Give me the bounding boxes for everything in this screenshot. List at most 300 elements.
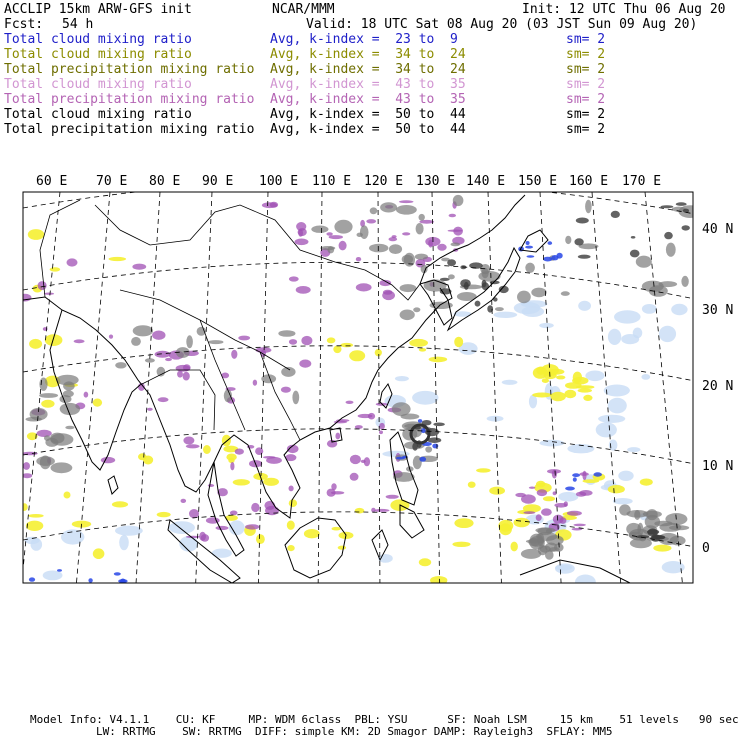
light-blue-cloud [119, 535, 129, 550]
legend-smoothing: sm= 2 [566, 47, 606, 62]
gray-cloud [389, 244, 402, 254]
yellow-cloud [419, 558, 431, 566]
gray-cloud [637, 523, 643, 537]
light-blue-cloud [43, 571, 63, 581]
gray-cloud [380, 202, 397, 212]
legend-stat: Avg, k-index = 50 to 44 [270, 107, 466, 122]
purple-cloud [366, 219, 376, 223]
light-blue-cloud [502, 380, 518, 385]
yellow-cloud [256, 534, 265, 544]
yellow-cloud [340, 343, 353, 347]
gray-cloud [360, 225, 369, 239]
gray-cloud [292, 391, 299, 405]
legend-name: Total cloud mixing ratio [4, 32, 192, 47]
yellow-cloud [514, 518, 530, 528]
yellow-cloud [454, 518, 473, 528]
dark-cloud [630, 250, 640, 258]
purple-cloud [567, 511, 582, 516]
gray-cloud [145, 358, 155, 362]
purple-cloud [350, 473, 359, 481]
purple-cloud [289, 486, 294, 492]
gray-cloud [334, 220, 352, 234]
purple-cloud [74, 339, 85, 343]
gray-cloud [60, 403, 80, 415]
legend-name: Total cloud mixing ratio [4, 107, 192, 122]
legend-stat: Avg, k-index = 43 to 35 [270, 92, 466, 107]
longitude-label: 120 E [364, 174, 404, 189]
blue-cloud [543, 257, 552, 262]
yellow-cloud [64, 492, 71, 499]
yellow-cloud [332, 527, 341, 531]
purple-cloud [44, 293, 54, 295]
light-blue-cloud [614, 310, 641, 323]
yellow-cloud [583, 395, 592, 401]
yellow-cloud [289, 499, 297, 507]
longitude-label: 110 E [312, 174, 352, 189]
gray-cloud [370, 207, 378, 214]
light-blue-cloud [671, 304, 687, 315]
gray-cloud [369, 244, 388, 253]
yellow-cloud [41, 400, 54, 408]
purple-cloud [230, 462, 234, 470]
purple-cloud [152, 331, 165, 340]
blue-cloud [57, 569, 62, 572]
purple-cloud [392, 235, 397, 238]
yellow-cloud [653, 545, 671, 552]
purple-cloud [37, 430, 52, 437]
yellow-cloud [476, 468, 491, 472]
longitude-label: 130 E [416, 174, 456, 189]
yellow-cloud [375, 349, 382, 356]
longitude-label: 60 E [36, 174, 68, 189]
blue-cloud [565, 487, 575, 491]
light-blue-cloud [487, 416, 504, 422]
legend-stat: Avg, k-index = 50 to 44 [270, 122, 466, 137]
gray-cloud [281, 367, 295, 377]
yellow-cloud [429, 357, 448, 363]
blue-cloud [525, 246, 533, 249]
yellow-cloud [468, 482, 476, 488]
purple-cloud [521, 494, 536, 503]
legend-smoothing: sm= 2 [566, 107, 606, 122]
purple-cloud [437, 244, 446, 251]
yellow-cloud [573, 372, 582, 384]
dark-cloud [464, 282, 469, 290]
yellow-cloud [556, 375, 565, 379]
legend-name: Total precipitation mixing ratio [4, 122, 255, 137]
init-time: Init: 12 UTC Thu 06 Aug 20 [522, 2, 726, 17]
purple-cloud [386, 495, 399, 499]
purple-cloud [361, 460, 366, 463]
light-blue-cloud [169, 521, 195, 534]
purple-cloud [399, 200, 414, 203]
light-blue-cloud [539, 323, 554, 328]
purple-cloud [350, 455, 361, 464]
purple-cloud [299, 360, 311, 368]
longitude-label: 90 E [202, 174, 234, 189]
yellow-cloud [564, 390, 576, 398]
gray-cloud [565, 236, 571, 244]
purple-cloud [374, 509, 389, 512]
purple-cloud [529, 487, 535, 489]
gray-cloud [60, 395, 72, 403]
gray-cloud [645, 515, 660, 529]
yellow-cloud [355, 508, 365, 514]
purple-cloud [301, 336, 312, 345]
yellow-cloud [26, 521, 43, 531]
gray-cloud [495, 307, 504, 311]
purple-cloud [536, 514, 542, 521]
purple-cloud [289, 276, 299, 281]
blue-cloud [551, 255, 558, 260]
light-blue-cloud [659, 326, 676, 342]
yellow-cloud [157, 512, 171, 517]
dark-cloud [447, 259, 456, 266]
gray-cloud [425, 446, 432, 452]
gray-cloud [51, 462, 73, 473]
purple-cloud [564, 501, 568, 506]
legend-smoothing: sm= 2 [566, 122, 606, 137]
purple-cloud [298, 229, 303, 236]
purple-cloud [201, 534, 209, 542]
gray-cloud [26, 417, 42, 422]
gray-cloud [311, 226, 328, 233]
yellow-cloud [578, 389, 592, 393]
dark-cloud [475, 301, 481, 307]
blue-cloud [572, 473, 580, 477]
gray-cloud [413, 307, 420, 312]
latitude-label: 40 N [702, 222, 734, 237]
gray-cloud [392, 402, 411, 416]
purple-cloud [326, 232, 332, 235]
blue-cloud [526, 241, 530, 245]
yellow-cloud [452, 542, 470, 547]
forecast-hours: 54 h [62, 17, 94, 32]
latitude-label: 20 N [702, 379, 734, 394]
gray-cloud [416, 223, 424, 234]
light-blue-cloud [558, 492, 578, 502]
yellow-cloud [499, 523, 512, 535]
dark-cloud [661, 205, 674, 208]
light-blue-cloud [212, 549, 232, 558]
yellow-cloud [112, 501, 128, 507]
light-blue-cloud [585, 371, 604, 382]
light-blue-cloud [575, 575, 596, 590]
gray-cloud [634, 510, 640, 520]
light-blue-cloud [596, 422, 617, 437]
purple-cloud [537, 489, 547, 496]
yellow-cloud [304, 529, 320, 538]
yellow-cloud [287, 521, 295, 530]
purple-cloud [147, 408, 153, 411]
dark-cloud [682, 225, 690, 230]
purple-cloud [379, 431, 383, 435]
purple-cloud [183, 372, 190, 381]
dark-cloud [578, 255, 591, 259]
longitude-label: 140 E [466, 174, 506, 189]
yellow-cloud [333, 346, 341, 354]
light-blue-cloud [613, 498, 633, 504]
yellow-cloud [28, 514, 43, 518]
light-blue-cloud [514, 302, 540, 314]
yellow-cloud [21, 503, 27, 511]
gray-cloud [659, 281, 678, 287]
purple-cloud [22, 473, 32, 478]
longitude-label: 70 E [96, 174, 128, 189]
purple-cloud [238, 336, 250, 341]
gray-cloud [619, 504, 631, 515]
purple-cloud [245, 524, 259, 529]
dark-cloud [611, 211, 620, 218]
yellow-cloud [45, 334, 63, 346]
purple-cloud [235, 449, 244, 455]
gray-cloud [133, 325, 153, 336]
light-blue-cloud [621, 334, 639, 344]
purple-cloud [295, 239, 309, 246]
gray-cloud [208, 340, 223, 344]
purple-cloud [281, 387, 291, 393]
purple-cloud [379, 423, 385, 430]
longitude-label: 160 E [569, 174, 609, 189]
gray-cloud [45, 438, 58, 447]
latitude-label: 30 N [702, 303, 734, 318]
dark-cloud [664, 232, 673, 239]
longitude-label: 150 E [518, 174, 558, 189]
light-blue-cloud [627, 447, 640, 452]
purple-cloud [264, 501, 275, 510]
organization: NCAR/MMM [272, 2, 335, 17]
yellow-cloud [489, 487, 505, 495]
yellow-cloud [349, 350, 365, 361]
yellow-cloud [287, 545, 294, 551]
gray-cloud [517, 291, 531, 304]
legend-name: Total precipitation mixing ratio [4, 62, 255, 77]
purple-cloud [371, 508, 375, 513]
light-blue-cloud [608, 398, 627, 414]
gray-cloud [536, 532, 557, 541]
yellow-cloud [551, 392, 566, 402]
legend-stat: Avg, k-index = 34 to 24 [270, 47, 466, 62]
purple-cloud [266, 457, 282, 464]
purple-cloud [231, 350, 237, 359]
yellow-cloud [228, 458, 234, 463]
purple-cloud [402, 232, 410, 235]
model-info-line1: Model Info: V4.1.1 CU: KF MP: WDM 6class PBL: YSU SF: Noah LSM 15 km 51 levels 90 sec [30, 713, 739, 726]
dark-cloud [676, 202, 687, 206]
yellow-cloud [511, 542, 518, 552]
gray-cloud [561, 291, 570, 296]
gray-cloud [453, 195, 464, 206]
purple-cloud [101, 457, 115, 463]
gray-cloud [157, 367, 166, 377]
blue-cloud [88, 578, 92, 582]
gray-cloud [636, 256, 652, 268]
light-blue-cloud [642, 304, 657, 314]
purple-cloud [216, 526, 229, 530]
gray-cloud [419, 214, 425, 221]
legend-smoothing: sm= 2 [566, 62, 606, 77]
yellow-cloud [143, 456, 153, 465]
purple-cloud [523, 511, 535, 514]
dark-cloud [576, 218, 589, 224]
purple-cloud [262, 202, 277, 208]
light-blue-cloud [412, 391, 438, 405]
yellow-cloud [327, 337, 336, 343]
blue-cloud [420, 457, 427, 462]
yellow-cloud [50, 267, 61, 271]
yellow-cloud [565, 382, 582, 389]
purple-cloud [67, 258, 78, 266]
yellow-cloud [203, 445, 211, 454]
gray-cloud [400, 310, 415, 321]
purple-cloud [346, 401, 354, 404]
purple-cloud [38, 281, 47, 290]
purple-cloud [356, 257, 361, 261]
gray-cloud [115, 362, 126, 368]
gray-cloud [525, 263, 535, 273]
purple-cloud [356, 283, 372, 291]
purple-cloud [368, 413, 375, 420]
legend-smoothing: sm= 2 [566, 92, 606, 107]
longitude-label: 170 E [622, 174, 662, 189]
gray-cloud [451, 243, 461, 247]
legend-name: Total cloud mixing ratio [4, 47, 192, 62]
light-blue-cloud [555, 565, 572, 571]
dark-cloud [574, 238, 583, 245]
purple-cloud [208, 484, 214, 487]
light-blue-cloud [395, 376, 409, 381]
gray-cloud [545, 550, 554, 560]
light-blue-cloud [578, 301, 591, 311]
legend-stat: Avg, k-index = 34 to 24 [270, 62, 466, 77]
gray-cloud [531, 288, 546, 298]
light-blue-cloud [641, 374, 650, 380]
purple-cloud [189, 509, 199, 518]
gray-cloud [39, 393, 58, 398]
purple-cloud [181, 499, 187, 503]
latitude-label: 0 [702, 541, 710, 556]
legend-stat: Avg, k-index = 23 to 9 [270, 32, 458, 47]
light-blue-cloud [598, 415, 625, 423]
purple-cloud [177, 371, 183, 378]
longitude-label: 100 E [259, 174, 299, 189]
blue-cloud [573, 477, 577, 481]
blue-cloud [418, 419, 422, 423]
gray-cloud [400, 284, 417, 292]
gray-cloud [278, 330, 295, 337]
purple-cloud [449, 214, 456, 218]
gray-cloud [131, 337, 141, 346]
yellow-cloud [29, 339, 42, 349]
purple-cloud [158, 397, 169, 402]
gray-cloud [36, 456, 55, 466]
purple-cloud [230, 511, 238, 516]
purple-cloud [448, 230, 463, 232]
legend-smoothing: sm= 2 [566, 32, 606, 47]
yellow-cloud [263, 478, 279, 486]
model-title: ACCLIP 15km ARW-GFS init [4, 2, 192, 17]
gray-cloud [585, 200, 592, 213]
light-blue-cloud [618, 471, 633, 481]
purple-cloud [289, 339, 297, 345]
purple-cloud [109, 335, 113, 339]
purple-cloud [582, 471, 586, 480]
blue-cloud [114, 572, 121, 575]
yellow-cloud [419, 348, 426, 352]
dark-cloud [654, 536, 665, 540]
light-blue-cloud [604, 385, 630, 397]
yellow-cloud [608, 485, 625, 493]
light-blue-cloud [609, 440, 618, 451]
purple-cloud [132, 264, 146, 270]
gray-cloud [404, 253, 415, 267]
gray-cloud [63, 381, 75, 390]
purple-cloud [576, 492, 586, 497]
purple-cloud [547, 469, 561, 474]
gray-cloud [39, 378, 47, 391]
purple-cloud [165, 358, 172, 361]
purple-cloud [23, 462, 30, 470]
gray-cloud [320, 246, 335, 250]
blue-cloud [593, 472, 602, 476]
forecast-label: Fcst: [4, 17, 44, 32]
yellow-cloud [233, 479, 250, 485]
light-blue-cloud [608, 329, 621, 345]
blue-cloud [29, 577, 35, 581]
gray-cloud [357, 233, 363, 237]
yellow-cloud [93, 548, 105, 559]
purple-cloud [335, 433, 340, 440]
purple-cloud [559, 517, 566, 524]
purple-cloud [574, 524, 586, 527]
yellow-cloud [109, 257, 127, 261]
dark-cloud [631, 236, 636, 239]
purple-cloud [331, 483, 336, 490]
purple-cloud [339, 241, 347, 251]
gray-cloud [186, 335, 193, 348]
yellow-cloud [542, 378, 549, 383]
purple-cloud [18, 294, 31, 302]
gray-cloud [65, 426, 74, 430]
dark-cloud [482, 280, 487, 288]
yellow-cloud [640, 479, 653, 486]
dark-cloud [440, 278, 450, 281]
latitude-label: 10 N [702, 459, 734, 474]
gray-cloud [396, 205, 417, 215]
purple-cloud [251, 503, 259, 512]
yellow-cloud [28, 229, 44, 240]
yellow-cloud [409, 339, 428, 347]
purple-cloud [253, 380, 257, 386]
purple-cloud [355, 425, 363, 429]
longitude-label: 80 E [149, 174, 181, 189]
purple-cloud [186, 444, 200, 448]
yellow-cloud [532, 393, 552, 398]
gray-cloud [482, 268, 489, 278]
legend-smoothing: sm= 2 [566, 77, 606, 92]
purple-cloud [329, 235, 343, 239]
blue-cloud [548, 241, 553, 245]
gray-cloud [681, 276, 688, 287]
dark-cloud [433, 423, 445, 427]
yellow-cloud [93, 399, 102, 407]
yellow-cloud [454, 337, 463, 347]
legend-stat: Avg, k-index = 43 to 35 [270, 77, 466, 92]
valid-time: Valid: 18 UTC Sat 08 Aug 20 (03 JST Sun 09 Aug 20) [306, 17, 698, 32]
yellow-cloud [338, 546, 346, 550]
gray-cloud [666, 243, 676, 257]
purple-cloud [296, 286, 311, 294]
